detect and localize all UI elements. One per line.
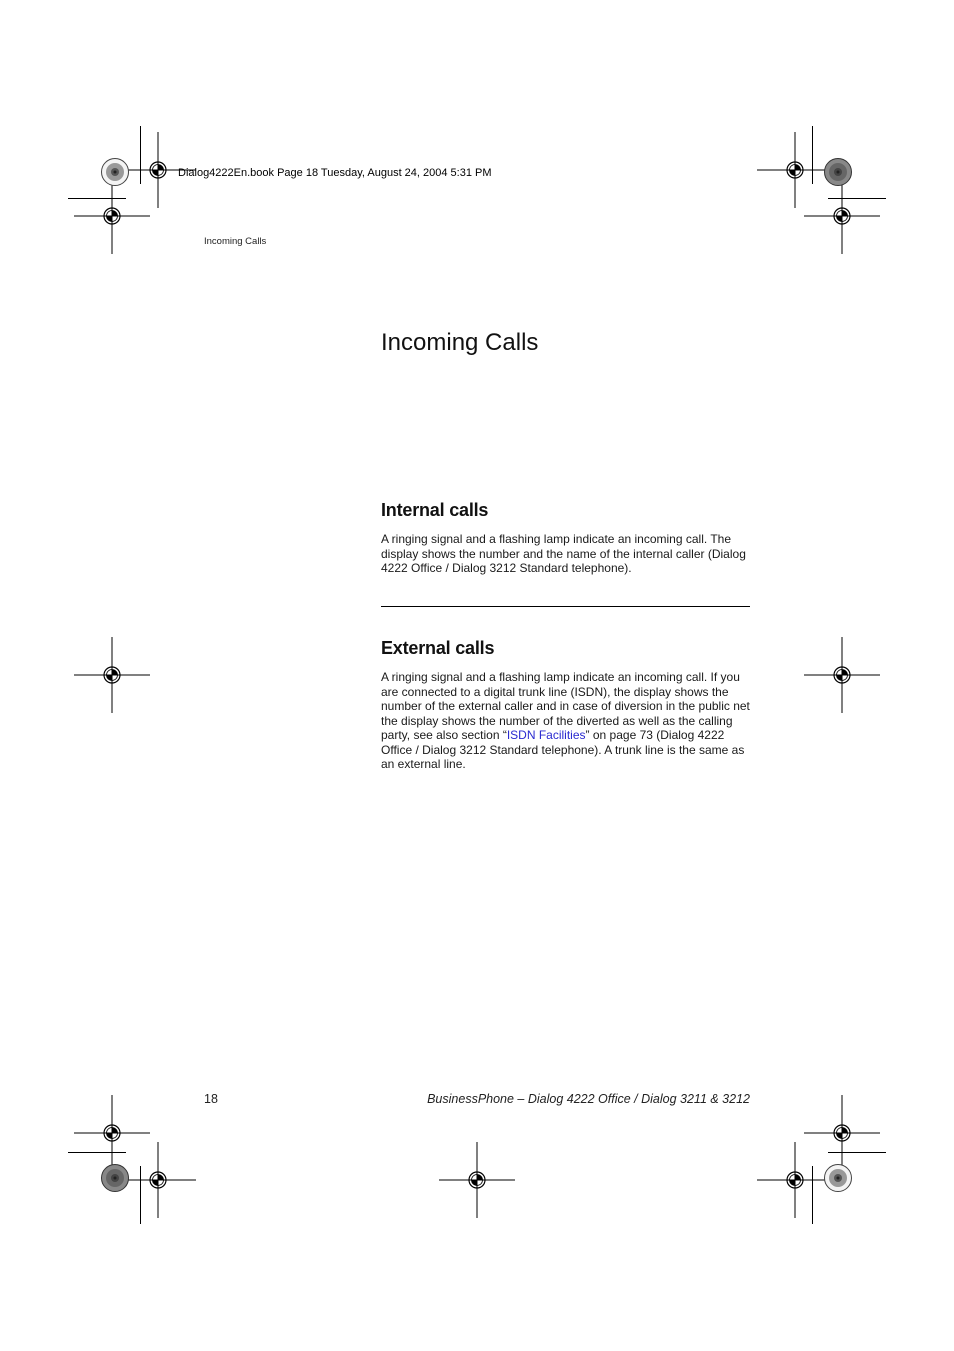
- registration-target-icon: [74, 637, 150, 713]
- registration-target-icon: [120, 1142, 196, 1218]
- section-heading-internal: Internal calls: [381, 500, 489, 520]
- registration-target-icon: [804, 178, 880, 254]
- slug-line: Dialog4222En.book Page 18 Tuesday, August 24, 2004 5:31 PM: [178, 167, 492, 179]
- page-title: Incoming Calls: [381, 329, 539, 356]
- footer-title: BusinessPhone – Dialog 4222 Office / Dialog 3211 & 3212: [427, 1092, 750, 1106]
- color-star-icon: [825, 1165, 852, 1192]
- isdn-facilities-link[interactable]: ISDN Facilities: [506, 728, 586, 742]
- registration-target-icon: [757, 1142, 833, 1218]
- registration-target-icon: [804, 1095, 880, 1171]
- registration-target-icon: [757, 132, 833, 208]
- registration-target-icon: [804, 637, 880, 713]
- section-divider: [381, 606, 750, 607]
- page-number: 18: [204, 1092, 218, 1106]
- registration-target-icon: [74, 1095, 150, 1171]
- paragraph-text: ” on page 73 (Dialog 4222 Office / Dialog 3212 Standard telephone). A trunk line is the same as an external line.: [381, 728, 745, 771]
- color-star-icon: [102, 159, 129, 186]
- color-star-icon: [825, 159, 852, 186]
- running-head: Incoming Calls: [204, 236, 267, 247]
- registration-target-icon: [74, 178, 150, 254]
- registration-target-icon: [439, 1142, 515, 1218]
- color-star-icon: [102, 1165, 129, 1192]
- paragraph-text: A ringing signal and a flashing lamp indicate an incoming call. If you are connected to a digital trunk line (ISDN), the display shows the number of the external caller and in case of diversion in the public net the display shows the number of the diverted as well as the calling party, see also section “: [381, 670, 750, 742]
- section-heading-external: External calls: [381, 638, 495, 658]
- internal-calls-paragraph: A ringing signal and a flashing lamp indicate an incoming call. The display shows the number and the name of the internal caller (Dialog 4222 Office / Dialog 3212 Standard telephone).: [381, 532, 746, 575]
- external-calls-paragraph: [381, 670, 753, 772]
